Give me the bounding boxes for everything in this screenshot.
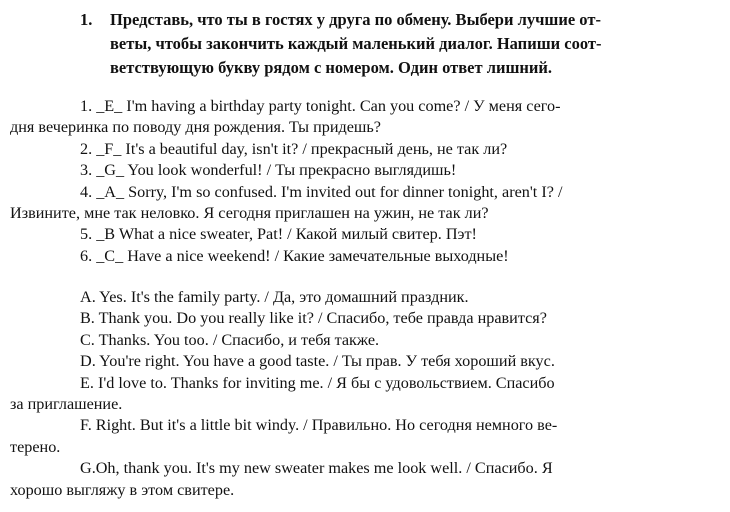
task-line-3: ветствующую букву рядом с номером. Один ответ лишний. xyxy=(110,58,553,77)
answer-line: хорошо выгляжу в этом свитере. xyxy=(10,480,235,499)
dialog-item-1 xyxy=(10,96,715,139)
task-line-1 xyxy=(80,8,710,32)
task-text-line: Представь, что ты в гостях у друга по обмену. Выбери лучшие от- xyxy=(110,10,601,29)
dialog-item-2 xyxy=(10,139,715,160)
answer-item-d xyxy=(10,351,715,372)
answer-item-b xyxy=(10,308,715,329)
dialog-line: дня вечеринка по поводу дня рождения. Ты придешь? xyxy=(10,118,381,137)
dialog-item-4 xyxy=(10,182,715,225)
answer-line: G.Oh, thank you. It's my new sweater makes me look well. / Спасибо. Я xyxy=(80,459,553,478)
task-line-2: веты, чтобы закончить каждый маленький диалог. Напиши соот- xyxy=(110,34,602,53)
task-number: 1. xyxy=(80,10,93,29)
dialog-line: 5. _B What a nice sweater, Pat! / Какой милый свитер. Пэт! xyxy=(80,225,477,244)
dialog-line: Извините, мне так неловко. Я сегодня приглашен на ужин, не так ли? xyxy=(10,204,489,223)
answer-item-g xyxy=(10,458,715,501)
answer-line: за приглашение. xyxy=(10,395,123,414)
answer-item-f xyxy=(10,415,715,458)
dialog-line: 2. _F_ It's a beautiful day, isn't it? / прекрасный день, не так ли? xyxy=(80,139,508,158)
task-instructions xyxy=(80,8,710,80)
answer-line: D. You're right. You have a good taste. / Ты прав. У тебя хороший вкус. xyxy=(80,352,555,371)
dialog-item-5 xyxy=(10,224,715,245)
answer-item-a xyxy=(10,287,715,308)
dialog-line: 3. _G_ You look wonderful! / Ты прекрасно выглядишь! xyxy=(80,161,457,180)
dialog-item-6 xyxy=(10,246,715,267)
answer-line: A. Yes. It's the family party. / Да, это домашний праздник. xyxy=(80,288,469,306)
dialog-list xyxy=(10,96,715,267)
dialog-item-3 xyxy=(10,160,715,181)
answer-line: терено. xyxy=(10,437,61,456)
answer-line: C. Thanks. You too. / Спасибо, и тебя также. xyxy=(80,330,380,349)
answer-line: B. Thank you. Do you really like it? / Спасибо, тебе правда нравится? xyxy=(80,309,547,328)
answer-list xyxy=(10,287,715,501)
dialog-line: 1. _E_ I'm having a birthday party tonight. Can you come? / У меня сего- xyxy=(80,97,561,115)
dialog-line: 6. _C_ Have a nice weekend! / Какие замечательные выходные! xyxy=(80,246,509,265)
answer-line: F. Right. But it's a little bit windy. / Правильно. Но сегодня немного ве- xyxy=(80,416,558,435)
answer-item-e xyxy=(10,373,715,416)
dialog-line: 4. _A_ Sorry, I'm so confused. I'm invited out for dinner tonight, aren't I? / xyxy=(80,182,563,201)
answer-item-c xyxy=(10,330,715,351)
answer-line: E. I'd love to. Thanks for inviting me. / Я бы с удовольствием. Спасибо xyxy=(80,373,555,392)
